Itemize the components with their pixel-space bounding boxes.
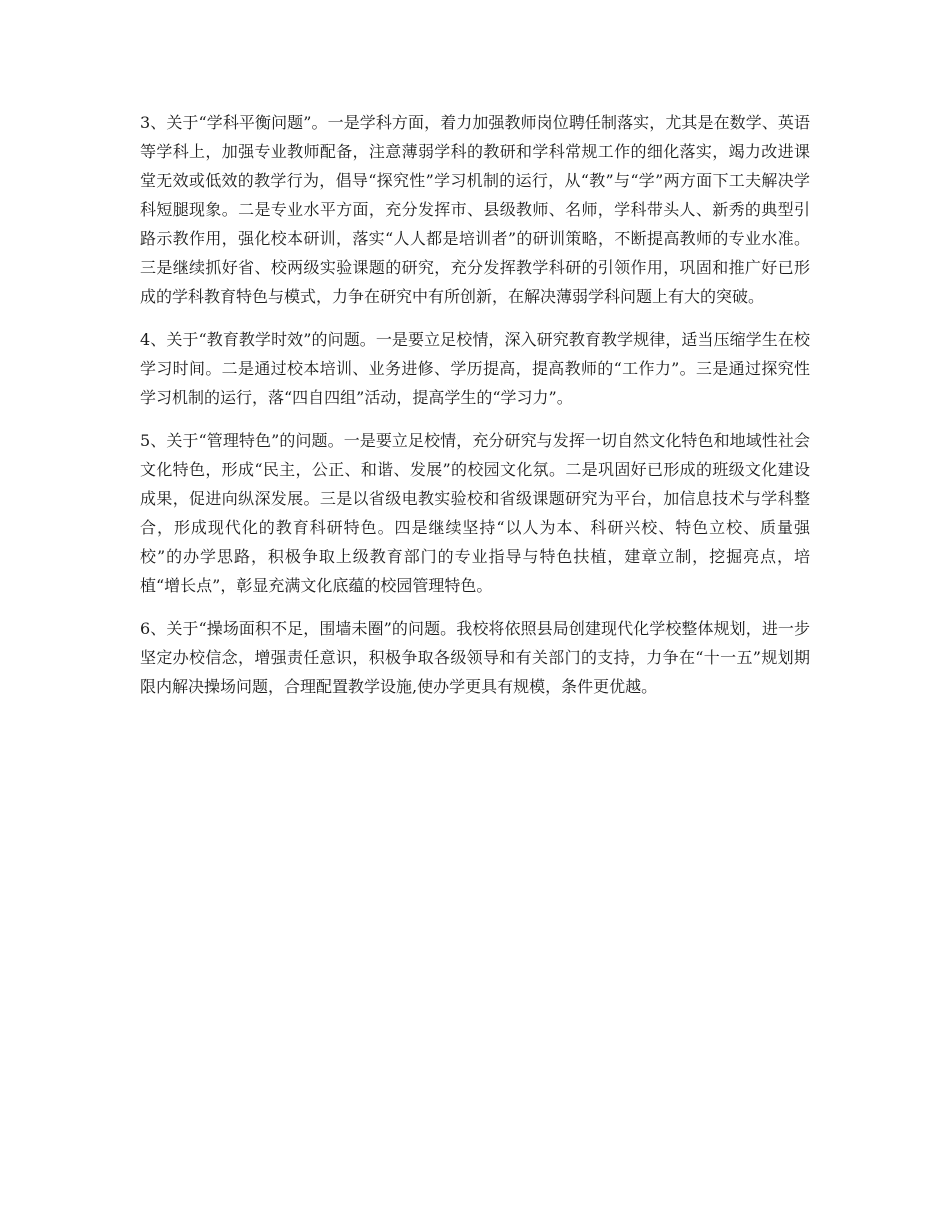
paragraph-4: 4、关于“教育教学时效”的问题。一是要立足校情，深入研究教育教学规律，适当压缩学生在校学习时间。二是通过校本培训、业务进修、学历提高，提高教师的“工作力”。三是通过探究性学习机制的运行，落“四自四组”活动，提高学生的“学习力”。 (140, 330, 810, 407)
paragraph-6: 6、关于“操场面积不足，围墙未圈”的问题。我校将依照县局创建现代化学校整体规划，进一步坚定办校信念，增强责任意识，积极争取各级领导和有关部门的支持，力争在“十一五”规划期限内解决操场问题，合理配置教学设施,使办学更具有规模，条件更优越。 (140, 619, 810, 696)
document-body (140, 108, 810, 715)
paragraph-3: 3、关于“学科平衡问题”。一是学科方面，着力加强教师岗位聘任制落实，尤其是在数学、英语等学科上，加强专业教师配备，注意薄弱学科的教研和学科常规工作的细化落实，竭力改进课堂无效或低效的教学行为，倡导“探究性”学习机制的运行，从“教”与“学”两方面下工夫解决学科短腿现象。二是专业水平方面，充分发挥市、县级教师、名师，学科带头人、新秀的典型引路示教作用，强化校本研训，落实“人人都是培训者”的研训策略，不断提高教师的专业水准。三是继续抓好省、校两级实验课题的研究，充分发挥教学科研的引领作用，巩固和推广好已形成的学科教育特色与模式，力争在研究中有所创新，在解决薄弱学科问题上有大的突破。 (140, 113, 810, 306)
paragraph-5: 5、关于“管理特色”的问题。一是要立足校情，充分研究与发挥一切自然文化特色和地域性社会文化特色，形成“民主，公正、和谐、发展”的校园文化氛。二是巩固好已形成的班级文化建设成果，促进向纵深发展。三是以省级电教实验校和省级课题研究为平台，加信息技术与学科整合，形成现代化的教育科研特色。四是继续坚持“以人为本、科研兴校、特色立校、质量强校”的办学思路，积极争取上级教育部门的专业指导与特色扶植，建章立制，挖掘亮点，培植“增长点”，彰显充满文化底蕴的校园管理特色。 (140, 431, 810, 595)
